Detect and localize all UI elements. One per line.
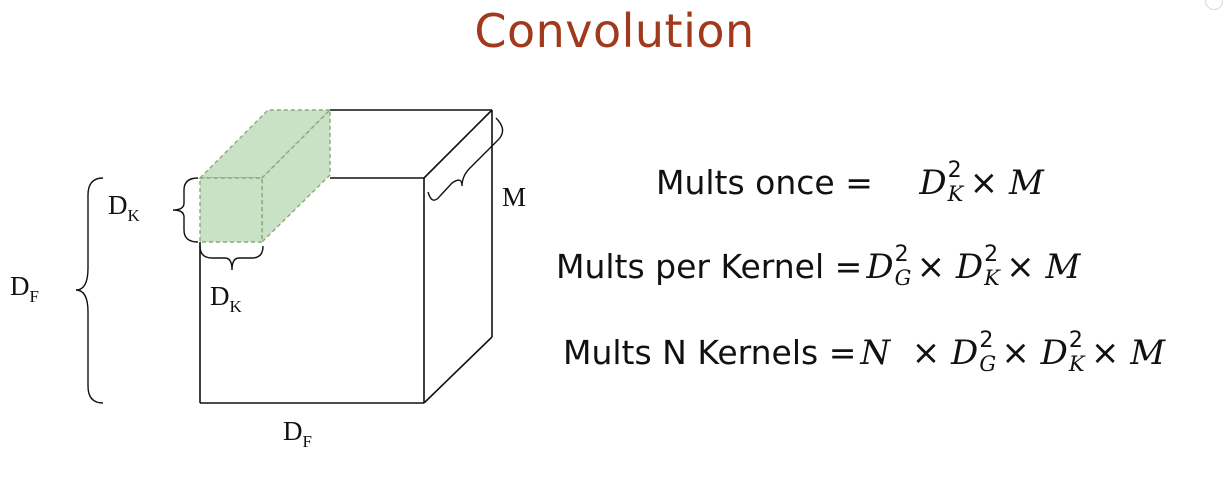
eq-per-kernel-times1: ×	[916, 247, 946, 287]
slide-title: Convolution	[474, 4, 755, 58]
equation-mults-once	[656, 158, 1044, 206]
dk-left-brace	[173, 178, 198, 242]
eq-once-k-sub: K	[947, 182, 964, 206]
eq-once-times: ×	[969, 163, 999, 203]
cube-top-right-edge	[424, 110, 492, 178]
equation-mults-n-kernels	[563, 328, 1166, 376]
eq-per-kernel-label: Mults per Kernel =	[556, 247, 863, 286]
eq-n-kernels-d2: D	[1040, 333, 1068, 373]
eq-once-d: D	[919, 163, 947, 203]
df-bottom-label: $D_F$	[283, 416, 312, 451]
dk-bottom-brace	[200, 246, 263, 270]
eq-n-kernels-d1: D	[951, 333, 979, 373]
eq-per-kernel-g-sub: G	[894, 266, 912, 290]
df-left-brace	[76, 178, 103, 403]
df-left-label: $D_F$	[10, 271, 39, 306]
eq-n-kernels-m: M	[1130, 333, 1166, 373]
eq-n-kernels-n: N	[860, 333, 891, 373]
cube-bottom-right-edge	[424, 337, 492, 403]
dk-bottom-label: $D_K$	[210, 281, 242, 316]
eq-per-kernel-d1: D	[866, 247, 894, 287]
eq-n-kernels-k-sup: 2	[1068, 328, 1083, 353]
eq-per-kernel-d2: D	[955, 247, 984, 287]
eq-per-kernel-m: M	[1045, 247, 1081, 287]
eq-once-k-sup: 2	[947, 158, 962, 183]
eq-once-m: M	[1008, 163, 1044, 203]
dk-left-label: $D_K$	[108, 190, 140, 225]
eq-n-kernels-g-sup: 2	[979, 328, 994, 353]
eq-per-kernel-k-sup: 2	[984, 242, 999, 267]
m-label: M	[502, 182, 527, 212]
eq-n-kernels-times0: ×	[911, 333, 941, 373]
eq-per-kernel-times2: ×	[1006, 247, 1035, 287]
eq-per-kernel-k-sub: K	[984, 266, 1000, 290]
kernel-prism	[200, 110, 330, 242]
equation-mults-per-kernel	[556, 242, 1081, 290]
kernel-front-face	[200, 178, 262, 242]
eq-once-label: Mults once =	[656, 163, 873, 202]
eq-n-kernels-label: Mults N Kernels =	[563, 333, 857, 372]
eq-n-kernels-k-sub: K	[1068, 352, 1085, 376]
eq-n-kernels-g-sub: G	[979, 352, 997, 376]
eq-per-kernel-g-sup: 2	[894, 242, 909, 267]
eq-n-kernels-times2: ×	[1090, 333, 1120, 373]
eq-n-kernels-times1: ×	[1001, 333, 1030, 373]
